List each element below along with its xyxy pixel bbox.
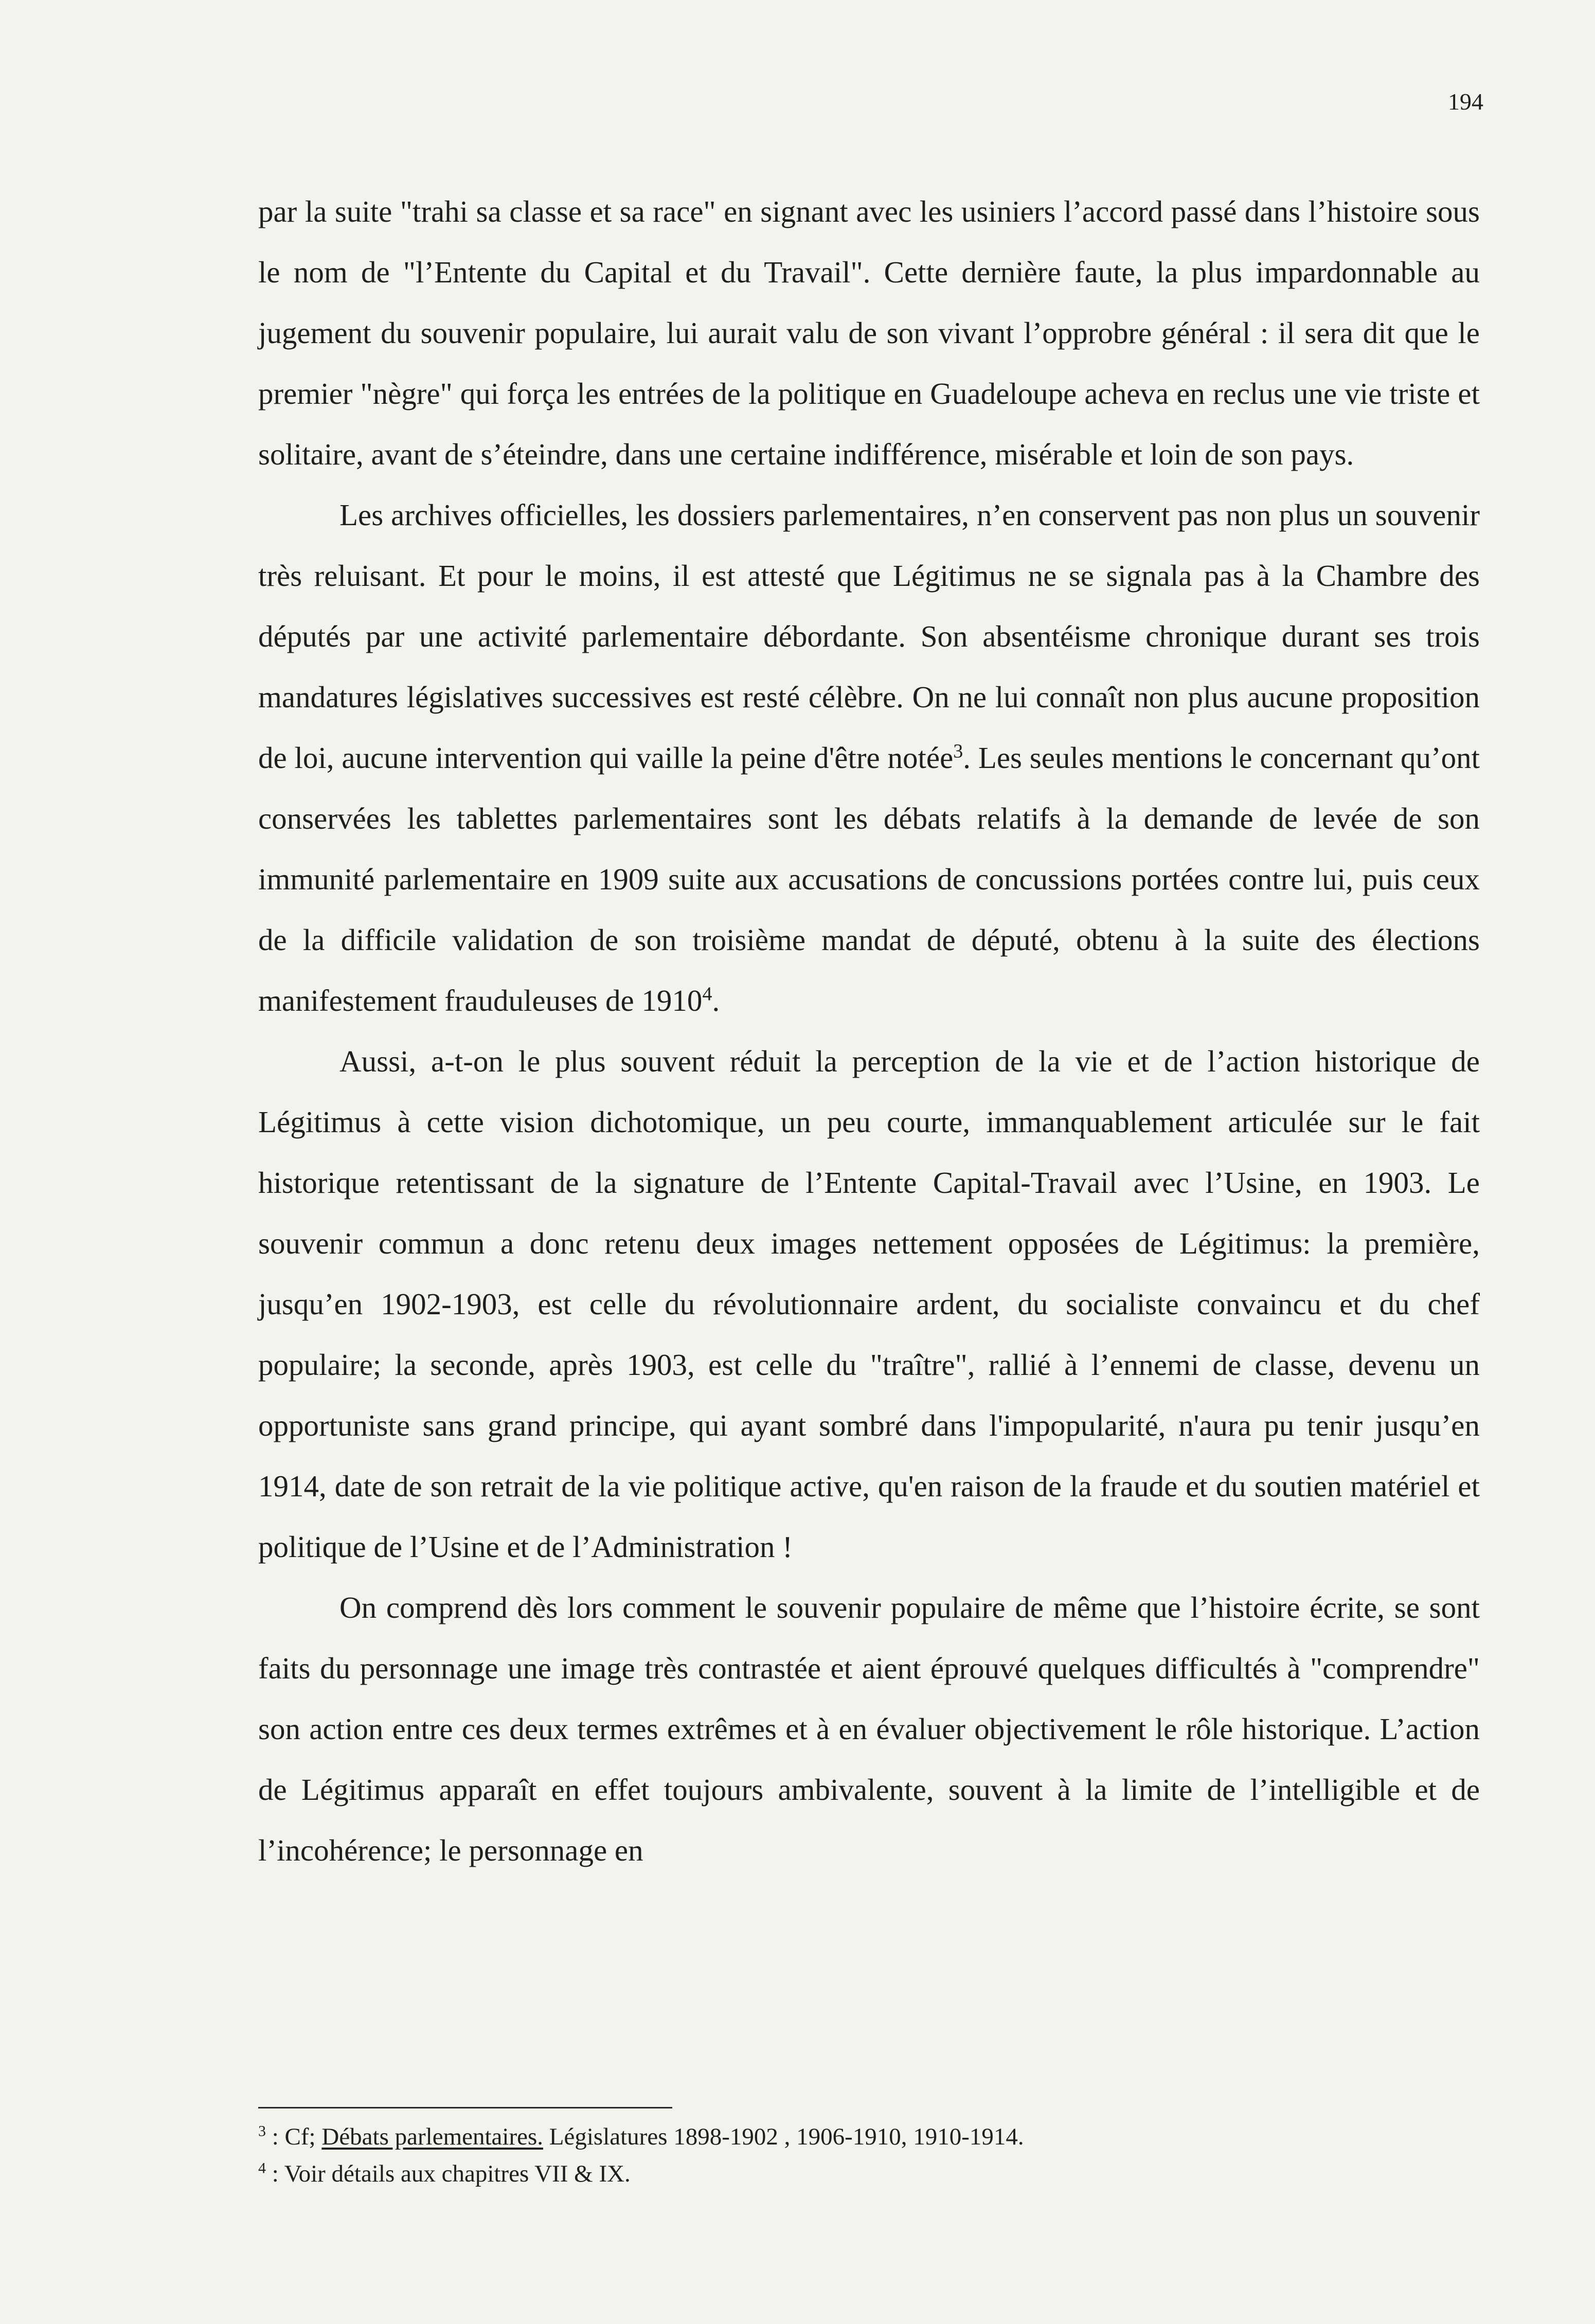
paragraph-4: On comprend dès lors comment le souvenir populaire de même que l’histoire écrite, se sont faits du personnage une image très contrastée et aient éprouvé quelques difficultés à "comprendre" son action entre ces deux termes extrêmes et à en évaluer objectivement le rôle historique. L’action de Légitimus apparaît en effet toujours ambivalente, souvent à la limite de l’intelligible et de l’incohérence; le personnage en xyxy=(258,1590,1480,1867)
footnote-3 xyxy=(258,2118,1480,2155)
footnote-3-prefix: : Cf; xyxy=(266,2123,322,2150)
footnote-3-source-title: Débats parlementaires. xyxy=(321,2123,544,2150)
footnote-ref-3: 3 xyxy=(953,740,963,762)
paragraph-2-part-3: . xyxy=(712,984,720,1017)
paragraph-2-part-1: Les archives officielles, les dossiers parlementaires, n’en conservent pas non plus un souvenir très reluisant. Et pour le moins, il est attesté que Légitimus ne se signala pas à la Chambre des députés par une activité parlementaire débordante. Son absentéisme chronique durant ses trois mandatures législatives successives est resté célèbre. On ne lui connaît non plus aucune proposition de loi, aucune intervention qui vaille la peine d'être notée xyxy=(258,498,1480,775)
body-text xyxy=(258,181,1480,1881)
footnote-ref-4: 4 xyxy=(702,983,712,1005)
footnote-4-text: : Voir détails aux chapitres VII & IX. xyxy=(266,2160,631,2187)
paragraph-3: Aussi, a-t-on le plus souvent réduit la perception de la vie et de l’action historique de Légitimus à cette vision dichotomique, un peu courte, immanquablement articulée sur le fait historique retentissant de la signature de l’Entente Capital-Travail avec l’Usine, en 1903. Le souvenir commun a donc retenu deux images nettement opposées de Légitimus: la première, jusqu’en 1902-1903, est celle du révolutionnaire ardent, du socialiste convaincu et du chef populaire; la seconde, après 1903, est celle du "traître", rallié à l’ennemi de classe, devenu un opportuniste sans grand principe, qui ayant sombré dans l'impopularité, n'aura pu tenir jusqu’en 1914, date de son retrait de la vie politique active, qu'en raison de la fraude et du soutien matériel et politique de l’Usine et de l’Administration ! xyxy=(258,1044,1480,1564)
footnote-3-suffix: Législatures 1898-1902 , 1906-1910, 1910-1914. xyxy=(543,2123,1024,2150)
paragraph-2 xyxy=(258,485,1480,1031)
footnote-4-marker: 4 xyxy=(258,2159,266,2177)
page-number: 194 xyxy=(1448,88,1483,115)
footnote-4 xyxy=(258,2155,1480,2192)
footnote-divider xyxy=(258,2107,672,2108)
footnote-3-marker: 3 xyxy=(258,2122,266,2140)
paragraph-1: par la suite "trahi sa classe et sa race" en signant avec les usiniers l’accord passé dans l’histoire sous le nom de "l’Entente du Capital et du Travail". Cette dernière faute, la plus impardonnable au jugement du souvenir populaire, lui aurait valu de son vivant l’opprobre général : il sera dit que le premier "nègre" qui força les entrées de la politique en Guadeloupe acheva en reclus une vie triste et solitaire, avant de s’éteindre, dans une certaine indifférence, misérable et loin de son pays. xyxy=(258,194,1480,471)
footnotes xyxy=(258,2118,1480,2192)
paragraph-2-part-2: . Les seules mentions le concernant qu’ont conservées les tablettes parlementaires sont les débats relatifs à la demande de levée de son immunité parlementaire en 1909 suite aux accusations de concussions portées contre lui, puis ceux de la difficile validation de son troisième mandat de député, obtenu à la suite des élections manifestement frauduleuses de 1910 xyxy=(258,741,1480,1017)
